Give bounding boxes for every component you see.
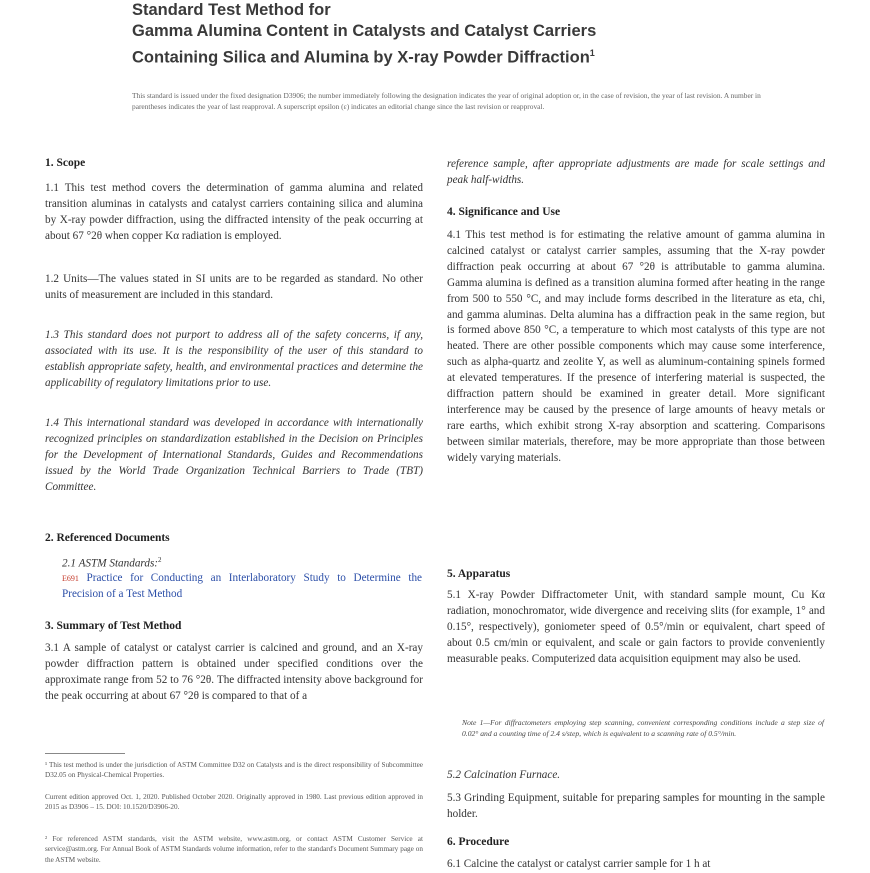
designation-notice: This standard is issued under the fixed designation D3906; the number immediately following the designation indicates the year of original adoption or, in the case of revision, the year of last revision. A number in parentheses indicates the year of last reapproval. A superscript epsilon (ε) indicates an editorial change since the last revision or reapproval.: [132, 91, 761, 111]
reference-e691[interactable]: [62, 571, 422, 603]
para-1-2: 1.2 Units—The values stated in SI units are to be regarded as standard. No other units of measurement are included in this standard.: [45, 273, 423, 301]
section-3-heading: 3. Summary of Test Method: [45, 620, 182, 632]
footnote-2: ² For referenced ASTM standards, visit the ASTM website, www.astm.org, or contact ASTM Customer Service at service@astm.org. For Annual Book of ASTM Standards volume information, refer to the standard's Document Summary page on the ASTM website.: [45, 835, 423, 864]
para-5-2: 5.2 Calcination Furnace.: [447, 769, 561, 781]
footnote-edition: Current edition approved Oct. 1, 2020. Published October 2020. Originally approved in 1980. Last previous edition approved in 2015 as D3906 – 15. DOI: 10.1520/D3906-20.: [45, 793, 423, 812]
title-line-2: Gamma Alumina Content in Catalysts and Catalyst Carriers: [132, 22, 597, 40]
title-footnote-mark: 1: [589, 48, 595, 58]
para-2-1: 2.1 ASTM Standards:$^2$: [62, 556, 162, 570]
section-2-heading: 2. Referenced Documents: [45, 532, 170, 544]
section-6-heading: 6. Procedure: [447, 836, 510, 848]
para-4-1: 4.1 This test method is for estimating the relative amount of gamma alumina in calcined catalyst or catalyst carrier samples, assuming that the X-ray powder diffraction peak occurring at about 67 °2θ is attributable to gamma alumina. Gamma alumina is defined as a transition alumina formed after heating in the range from 500 to 550 °C, and may include forms described in the literature as eta, chi, and gamma aluminas. Delta alumina has a diffraction peak in the same region, but is formed above 850 °C, a temperature to which most catalysts of this type are not heated. There are other possible components which may cause some interference, such as alpha-quartz and zeolite Y, as well as aluminum-containing spinels formed at elevated temperatures. If the presence of interfering material is suspected, the diffraction pattern should be examined in greater detail. More significant interference may be caused by the presence of large amounts of heavy metals or rare earths, which exhibit strong X-ray absorption and scattering. Comparisons between similar materials, therefore, may be more appropriate than those between widely varying materials.: [447, 229, 825, 464]
footnote-rule: [45, 753, 125, 754]
para-3-1: 3.1 A sample of catalyst or catalyst carrier is calcined and ground, and an X-ray powder diffraction pattern is obtained under specified conditions over the approximate range from 52 to 76 °2θ. The diffracted intensity above background for the peak occurring at about 67 °2θ is compared to that of a: [45, 642, 423, 702]
para-1-3: 1.3 This standard does not purport to address all of the safety concerns, if any, associated with its use. It is the responsibility of the user of this standard to establish appropriate safety, health, and environmental practices and determine the applicability of regulatory limitations prior to use.: [45, 329, 423, 389]
document-title: [132, 0, 792, 69]
section-5-heading: 5. Apparatus: [447, 568, 511, 580]
para-1-4: 1.4 This international standard was developed in accordance with internationally recognized principles on standardization established in the Decision on Principles for the Development of International Standards, Guides and Recommendations issued by the World Trade Organization Technical Barriers to Trade (TBT) Committee.: [45, 417, 423, 493]
para-6-1: 6.1 Calcine the catalyst or catalyst carrier sample for 1 h at: [447, 858, 711, 870]
reference-code[interactable]: E691: [62, 574, 79, 583]
para-5-3: 5.3 Grinding Equipment, suitable for preparing samples for mounting in the sample holder.: [447, 792, 825, 820]
note-1: Note 1—For diffractometers employing step scanning, convenient corresponding conditions include a step size of 0.02° and a counting time of 2.4 s/step, which is equivalent to a scanning rate of 0.5°/min.: [462, 718, 824, 739]
para-3-1-continued: reference sample, after appropriate adjustments are made for scale settings and peak half-widths.: [447, 158, 825, 186]
section-4-heading: 4. Significance and Use: [447, 206, 561, 218]
footnote-1: ¹ This test method is under the jurisdiction of ASTM Committee D32 on Catalysts and is the direct responsibility of Subcommittee D32.05 on Physical-Chemical Properties.: [45, 761, 423, 780]
title-line-1: Standard Test Method for: [132, 1, 331, 19]
reference-title-link[interactable]: Practice for Conducting an Interlaboratory Study to Determine the Precision of a Test Method: [62, 572, 422, 600]
title-line-3: Containing Silica and Alumina by X-ray Powder Diffraction$^1$: [132, 48, 595, 67]
section-1-heading: 1. Scope: [45, 157, 86, 169]
para-5-1: 5.1 X-ray Powder Diffractometer Unit, with standard sample mount, Cu Kα radiation, monochromator, wide divergence and receiving slits (for example, 1° and 0.15°, respectively), goniometer speed of 0.5°/min or equivalent, chart speed of about 0.5 cm/min or equivalent, and scale or gain factors to provide conveniently measurable peaks. Computerized data acquisition equipment may also be used.: [447, 589, 825, 665]
para-1-1: 1.1 This test method covers the determination of gamma alumina and related transition aluminas in catalysts and catalyst carriers containing silica and alumina by X-ray powder diffraction, using the diffracted intensity of the peak occurring at about 67 °2θ when copper Kα radiation is employed.: [45, 182, 423, 242]
